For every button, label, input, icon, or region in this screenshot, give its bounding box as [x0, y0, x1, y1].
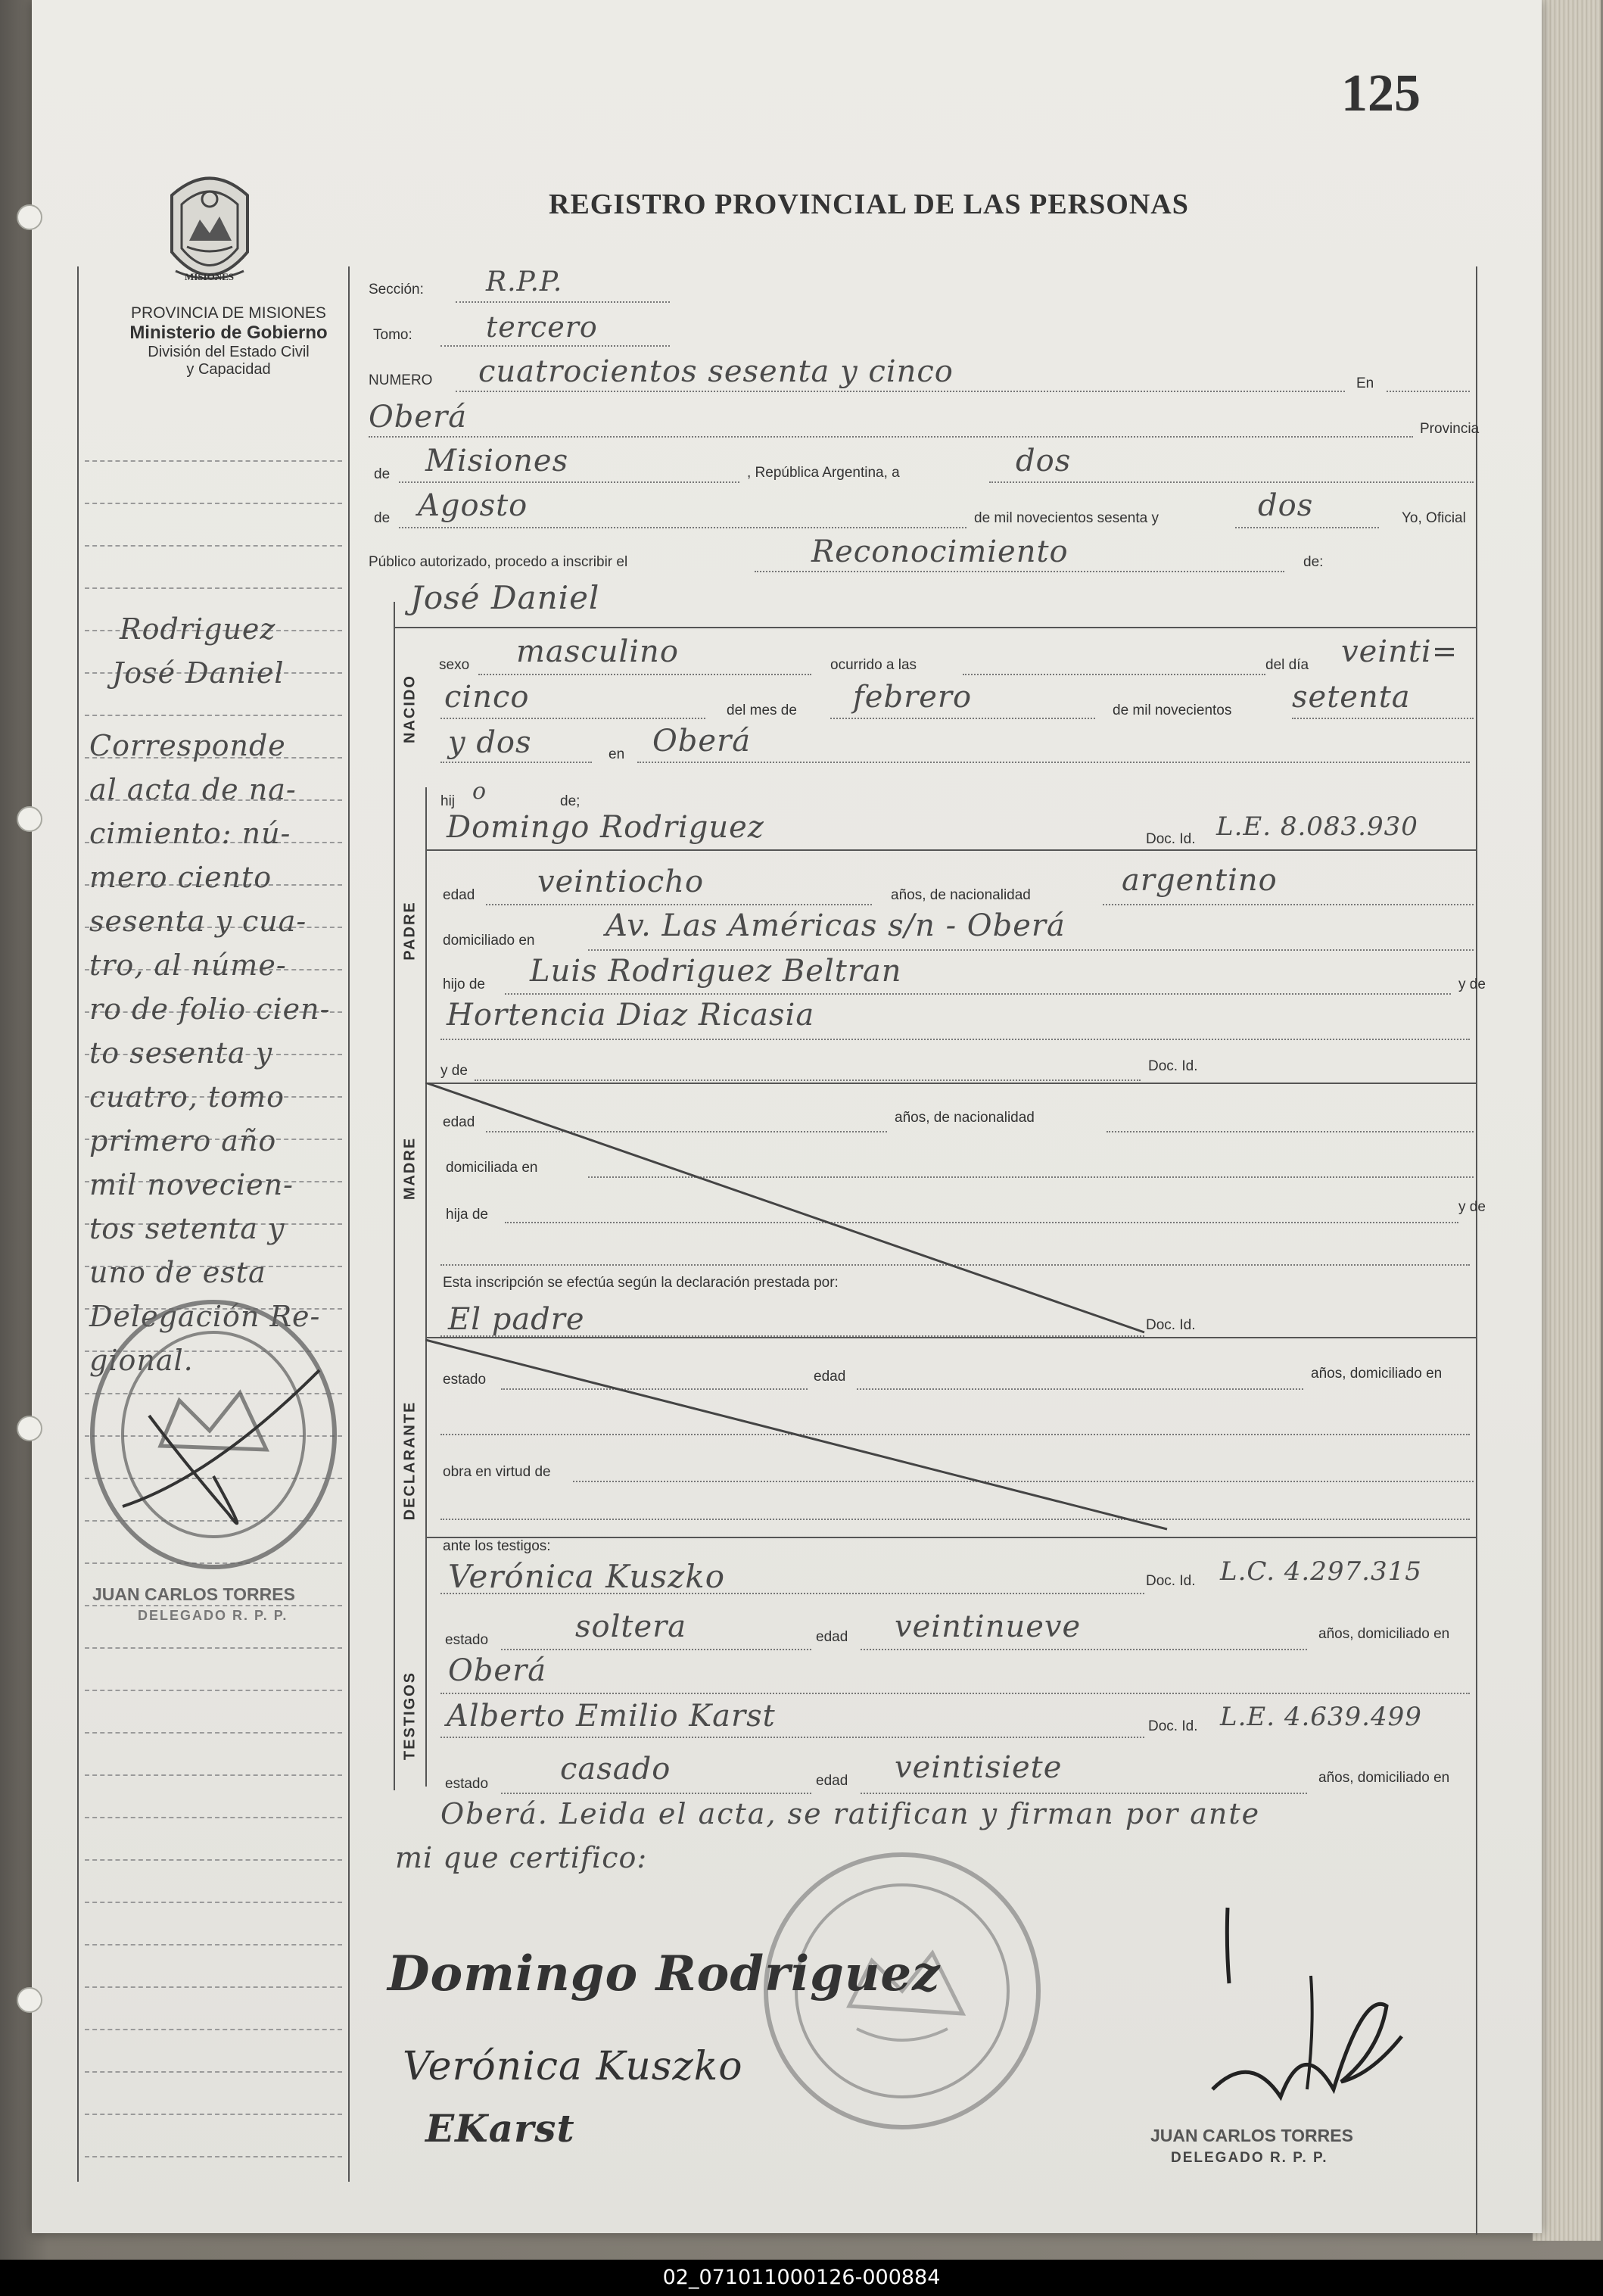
stamp-right-name: JUAN CARLOS TORRES — [1150, 2126, 1353, 2145]
label-en-lugar: en — [609, 746, 625, 762]
dotted-line — [501, 1649, 811, 1650]
value-ciudad: Oberá — [369, 400, 468, 435]
dotted-line — [475, 1079, 1141, 1081]
margin-note-line: mil novecien- — [89, 1168, 294, 1201]
margin-note-line: tos setenta y — [89, 1212, 285, 1245]
document-page — [32, 0, 1542, 2233]
margin-annotation — [89, 607, 330, 1382]
value-padre-hijo-de: Luis Rodriguez Beltran — [530, 954, 902, 989]
value-padre-nombre: Domingo Rodriguez — [447, 810, 764, 845]
label-de-semicolon: de; — [560, 793, 581, 809]
margin-note-line: al acta de na- — [89, 773, 297, 806]
label-testigo2-estado: estado — [445, 1776, 489, 1792]
label-mil-novecientos: de mil novecientos sesenta y — [974, 510, 1159, 526]
value-hij-suffix: o — [472, 778, 487, 805]
value-anio: dos — [1258, 488, 1314, 523]
binder-hole — [17, 806, 42, 832]
section-label-declarante: DECLARANTE — [401, 1400, 419, 1521]
section-label-testigos: TESTIGOS — [401, 1671, 419, 1761]
margin-note-line: Delegación Re- — [89, 1300, 321, 1333]
dotted-line — [369, 436, 1413, 438]
page-title: REGISTRO PROVINCIAL DE LAS PERSONAS — [549, 188, 1189, 220]
margin-note-line: gional. — [89, 1344, 194, 1377]
label-de: de — [374, 510, 391, 526]
label-seccion: Sección: — [369, 282, 424, 298]
value-testigo1-domicilio: Oberá — [448, 1653, 547, 1688]
label-domiciliado: domiciliado en — [443, 933, 535, 949]
issuer-division: División del Estado Civil — [148, 344, 310, 360]
section-divider — [425, 1537, 1477, 1538]
page-number: 125 — [1341, 64, 1421, 123]
margin-note-line: primero año — [89, 1124, 277, 1157]
value-padre-edad: veintiocho — [537, 865, 705, 899]
dotted-line — [440, 1039, 1470, 1040]
label-republica: , República Argentina, a — [747, 465, 900, 481]
coat-of-arms-seal — [153, 165, 266, 301]
value-numero: cuatrocientos sesenta y cinco — [478, 354, 954, 389]
dotted-line — [505, 993, 1451, 995]
value-mes-nac: febrero — [853, 680, 973, 715]
value-anio-nac-cont: y dos — [448, 725, 532, 760]
section-label-nacido: NACIDO — [401, 674, 419, 743]
value-provincia: Misiones — [425, 444, 569, 478]
binder-hole — [17, 204, 42, 230]
value-testigo2-edad: veintisiete — [895, 1750, 1063, 1785]
label-obra: obra en virtud de — [443, 1464, 551, 1480]
dotted-line — [637, 762, 1470, 763]
value-dia: dos — [1016, 444, 1072, 478]
book-page-edges — [1533, 0, 1601, 2241]
dotted-line — [440, 762, 592, 763]
margin-note-line: tro, al núme- — [89, 949, 287, 982]
value-padre-doc: L.E. 8.083.930 — [1216, 812, 1418, 842]
value-testigo2-estado: casado — [560, 1752, 671, 1787]
issuer-capacity: y Capacidad — [186, 361, 271, 378]
dotted-line — [963, 674, 1265, 675]
label-hij: hij — [440, 793, 456, 809]
stamp-left-title: DELEGADO R. P. P. — [138, 1608, 288, 1623]
label-y-de-madre: y de — [1458, 1199, 1486, 1215]
margin-note-line: sesenta y cua- — [89, 905, 307, 938]
value-anio-nac: setenta — [1292, 680, 1411, 715]
dotted-line — [440, 1593, 1144, 1594]
label-en: En — [1356, 375, 1374, 391]
label-provincia: Provincia — [1420, 421, 1480, 437]
value-cierre: mi que certifico: — [395, 1841, 648, 1874]
dotted-line — [478, 674, 811, 675]
value-testigo2: Alberto Emilio Karst — [447, 1699, 776, 1734]
value-acto: Reconocimiento — [811, 534, 1069, 569]
label-doc-id: Doc. Id. — [1148, 1058, 1198, 1074]
section-column-border — [394, 602, 395, 1790]
label-doc-id-declarante: Doc. Id. — [1146, 1317, 1196, 1333]
label-testigo1-domicilio: años, domiciliado en — [1318, 1626, 1450, 1642]
dotted-line — [861, 1649, 1307, 1650]
cross-out-lines — [425, 1083, 1477, 1537]
issuer-block — [77, 304, 380, 379]
value-seccion: R.P.P. — [486, 266, 563, 298]
label-tomo: Tomo: — [373, 327, 412, 343]
margin-note-line: mero ciento — [89, 861, 272, 894]
label-ocurrido: ocurrido a las — [830, 657, 917, 673]
value-testigo1-estado: soltera — [575, 1609, 687, 1644]
stamp-right-title: DELEGADO R. P. P. — [1171, 2150, 1328, 2166]
margin-note-line: Rodriguez — [120, 612, 276, 646]
label-hija-de: hija de — [446, 1207, 488, 1223]
dotted-line — [1292, 718, 1474, 719]
padre-inner-border — [425, 787, 427, 1090]
dotted-line — [1103, 904, 1474, 905]
label-edad-declarante: edad — [814, 1369, 846, 1385]
image-caption: 02_071011000126-000884 — [0, 2260, 1603, 2296]
margin-right-border — [348, 266, 350, 2182]
margin-note-line: ro de folio cien- — [89, 992, 331, 1026]
section-label-madre: MADRE — [401, 1136, 419, 1201]
dotted-line — [588, 949, 1474, 951]
value-testigo1-doc: L.C. 4.297.315 — [1220, 1556, 1422, 1587]
issuer-province: PROVINCIA DE MISIONES — [131, 304, 326, 322]
label-testigo1-doc: Doc. Id. — [1146, 1573, 1196, 1589]
section-divider — [425, 849, 1477, 851]
value-testigo1-edad: veintinueve — [895, 1609, 1082, 1644]
value-testigo2-domicilio: Oberá. Leida el acta, se ratifican y firman por ante — [440, 1797, 1261, 1830]
margin-note-line: to sesenta y — [89, 1036, 273, 1070]
issuer-ministry: Ministerio de Gobierno — [129, 322, 328, 343]
label-testigo2-edad: edad — [816, 1773, 848, 1789]
label-de: de — [374, 466, 391, 482]
dotted-line — [1387, 391, 1470, 392]
label-de-colon: de: — [1303, 554, 1324, 570]
label-del-mes: del mes de — [727, 703, 797, 718]
dotted-line — [456, 391, 1345, 392]
signature-testigo1: Verónica Kuszko — [403, 2044, 743, 2089]
binder-hole — [17, 1416, 42, 1441]
binder-hole — [17, 1987, 42, 2013]
value-padre-madre: Hortencia Diaz Ricasia — [447, 998, 815, 1033]
label-del-dia: del día — [1265, 657, 1309, 673]
signature-padre: Domingo Rodriguez — [388, 1946, 941, 2002]
stamp-left-name: JUAN CARLOS TORRES — [92, 1584, 295, 1604]
label-numero: NUMERO — [369, 372, 433, 388]
value-nombre: José Daniel — [410, 579, 600, 616]
margin-left-border — [77, 266, 79, 2182]
label-edad: edad — [443, 887, 475, 903]
label-domiciliada: domiciliada en — [446, 1160, 538, 1176]
value-sexo: masculino — [516, 634, 679, 669]
dotted-line — [456, 301, 670, 303]
label-y-de-lower: y de — [440, 1063, 468, 1079]
dotted-line — [830, 718, 1095, 719]
signature-testigo2: EKarst — [425, 2106, 575, 2151]
dotted-line — [1235, 527, 1379, 528]
value-lugar-nac: Oberá — [652, 724, 752, 759]
dotted-line — [440, 345, 670, 347]
label-nacionalidad: años, de nacionalidad — [891, 887, 1031, 903]
label-testigo2-doc: Doc. Id. — [1148, 1718, 1198, 1734]
label-testigo1-estado: estado — [445, 1632, 489, 1648]
label-padre-doc: Doc. Id. — [1146, 831, 1196, 847]
signature-oficial — [1182, 1900, 1424, 2127]
label-testigo2-domicilio: años, domiciliado en — [1318, 1770, 1450, 1786]
label-domiciliado-declarante: años, domiciliado en — [1311, 1366, 1443, 1382]
dotted-line — [486, 904, 872, 905]
margin-note-line: uno de esta — [89, 1256, 266, 1289]
value-mes: Agosto — [418, 488, 528, 523]
value-declarante: El padre — [448, 1302, 585, 1337]
label-inscripcion: Esta inscripción se efectúa según la declaración prestada por: — [443, 1275, 839, 1291]
value-testigo1: Verónica Kuszko — [448, 1558, 726, 1595]
section-divider — [394, 627, 1477, 628]
dotted-line — [440, 718, 705, 719]
label-sexo: sexo — [439, 657, 470, 673]
margin-note-line: cuatro, tomo — [89, 1080, 285, 1114]
label-edad-madre: edad — [443, 1114, 475, 1130]
section-label-padre: PADRE — [401, 901, 419, 961]
label-estado: estado — [443, 1372, 487, 1388]
dotted-line — [440, 1693, 1470, 1694]
dotted-line — [440, 1737, 1144, 1738]
margin-note-line: José Daniel — [112, 656, 285, 690]
value-tomo: tercero — [486, 310, 598, 344]
value-padre-nacionalidad: argentino — [1122, 863, 1278, 898]
value-testigo2-doc: L.E. 4.639.499 — [1220, 1702, 1422, 1732]
dotted-line — [989, 481, 1474, 483]
label-yo-oficial: Yo, Oficial — [1402, 510, 1466, 526]
margin-note-line: cimiento: nú- — [89, 817, 291, 850]
label-publico: Público autorizado, procedo a inscribir el — [369, 554, 628, 570]
label-nacionalidad-madre: años, de nacionalidad — [895, 1110, 1035, 1126]
label-de-mil-novecientos: de mil novecientos — [1113, 703, 1232, 718]
label-y-de: y de — [1458, 977, 1486, 992]
dotted-line — [501, 1793, 811, 1794]
dotted-line — [399, 481, 739, 483]
label-testigos: ante los testigos: — [443, 1538, 551, 1554]
seal-text: MISIONES — [185, 271, 235, 282]
dotted-line — [755, 571, 1284, 572]
value-padre-domicilio: Av. Las Américas s/n - Oberá — [605, 908, 1066, 943]
margin-note-line: Corresponde — [89, 729, 286, 762]
label-testigo1-edad: edad — [816, 1629, 848, 1645]
dotted-line — [861, 1793, 1307, 1794]
label-hijo-de: hijo de — [443, 977, 485, 992]
value-dia-nac-cont: cinco — [444, 680, 530, 715]
value-dia-nac: veinti= — [1341, 634, 1458, 669]
official-stamp-left — [77, 1279, 350, 1582]
dotted-line — [399, 527, 966, 528]
